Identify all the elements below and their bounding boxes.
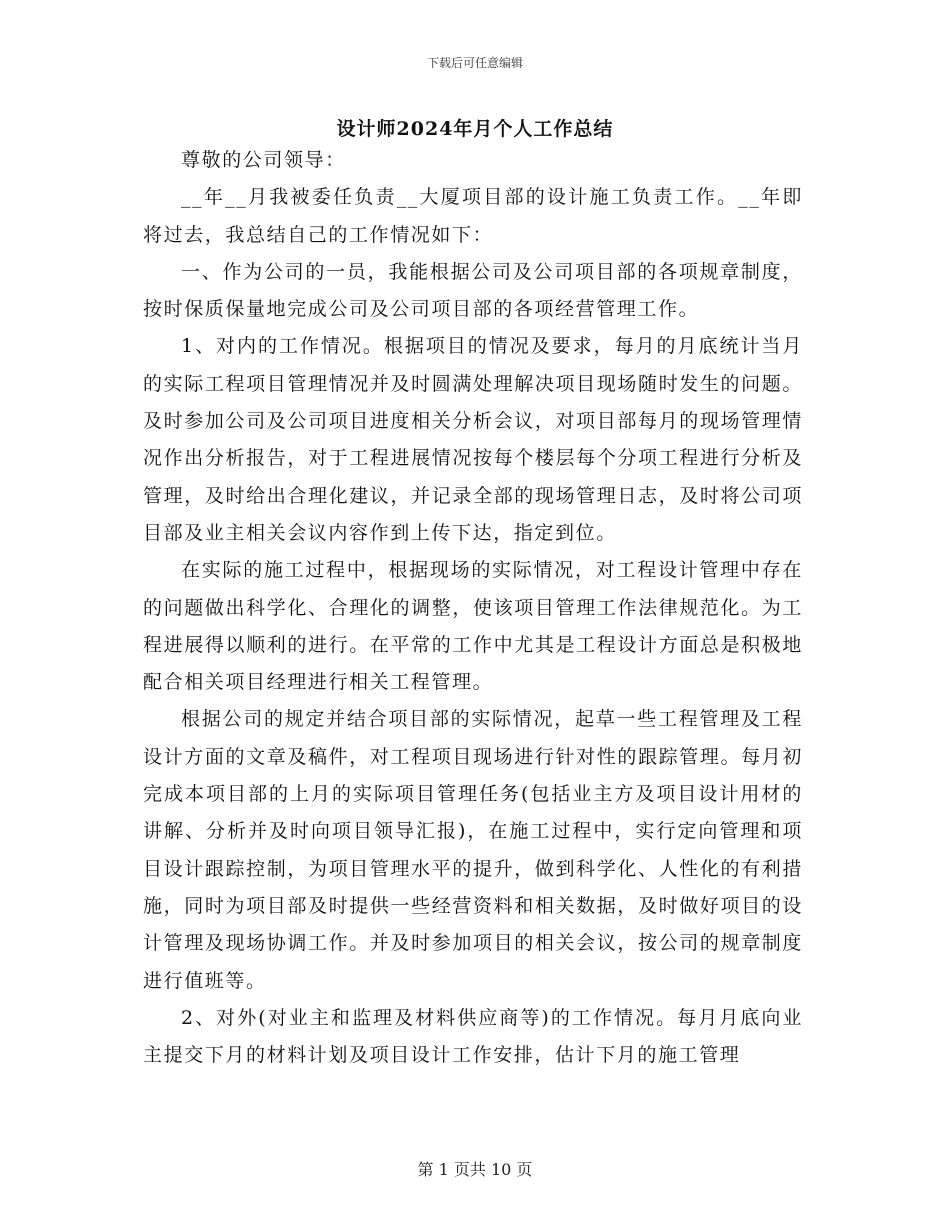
section-one-paragraph: 一、作为公司的一员，我能根据公司及公司项目部的各项规章制度，按时保质保量地完成公司及公司项目部的各项经营管理工作。 xyxy=(143,260,803,321)
document-body xyxy=(143,142,803,1074)
construction-process-paragraph: 在实际的施工过程中，根据现场的实际情况，对工程设计管理中存在的问题做出科学化、合理化的调整，使该项目管理工作法律规范化。为工程进展得以顺利的进行。在平常的工作中尤其是工程设计方面总是积极地配合相关项目经理进行相关工程管理。 xyxy=(143,559,803,694)
page-number: 第 1 页共 10 页 xyxy=(417,1160,533,1179)
header-note: 下载后可任意编辑 xyxy=(426,56,523,70)
salutation-paragraph: 尊敬的公司领导： xyxy=(181,149,346,171)
internal-work-paragraph: 1、对内的工作情况。根据项目的情况及要求，每月的月底统计当月的实际工程项目管理情况并及时圆满处理解决项目现场随时发生的问题。及时参加公司及公司项目进度相关分析会议，对项目部每月的现场管理情况作出分析报告，对于工程进展情况按每个楼层每个分项工程进行分析及管理，及时给出合理化建议，并记录全部的现场管理日志，及时将公司项目部及业主相关会议内容作到上传下达，指定到位。 xyxy=(143,335,803,544)
intro-paragraph: __年__月我被委任负责__大厦项目部的设计施工负责工作。__年即将过去，我总结自己的工作情况如下： xyxy=(143,186,803,246)
external-work-paragraph: 2、对外(对业主和监理及材料供应商等)的工作情况。每月月底向业主提交下月的材料计划及项目设计工作安排，估计下月的施工管理 xyxy=(143,1006,803,1067)
document-title: 设计师2024年月个人工作总结 xyxy=(336,118,614,140)
company-rules-paragraph: 根据公司的规定并结合项目部的实际情况，起草一些工程管理及工程设计方面的文章及稿件，对工程项目现场进行针对性的跟踪管理。每月初完成本项目部的上月的实际项目管理任务(包括业主方及项目设计用材的讲解、分析并及时向项目领导汇报)，在施工过程中，实行定向管理和项目设计跟踪控制，为项目管理水平的提升，做到科学化、人性化的有利措施，同时为项目部及时提供一些经营资料和相关数据，及时做好项目的设计管理及现场协调工作。并及时参加项目的相关会议，按公司的规章制度进行值班等。 xyxy=(143,708,803,992)
